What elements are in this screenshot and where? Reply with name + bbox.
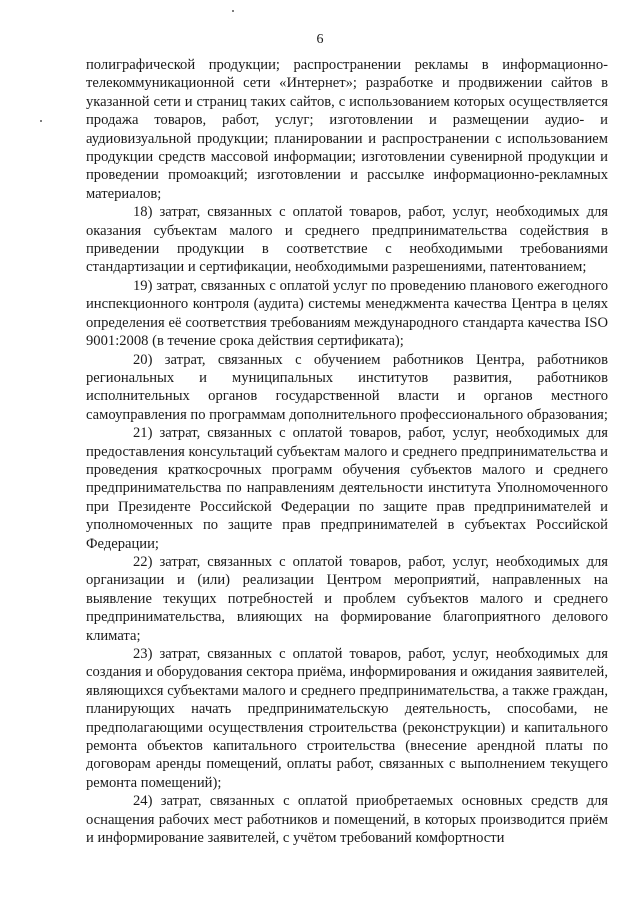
paragraph-18: 18) затрат, связанных с оплатой товаров, работ, услуг, необходимых для оказания субъектам малого и среднего предпринимательства содействия в приведении продукции в соответствие с необходимыми требованиями стандартизации и сертификации, необходимыми разрешениями, патентованием; <box>86 204 608 276</box>
paragraph-22: 22) затрат, связанных с оплатой товаров, работ, услуг, необходимых для организации и (или) реализации Центром мероприятий, направленных на выявление текущих потребностей и проблем субъектов малого и среднего предпринимательства, влияющих на формирование благоприятного делового климата; <box>86 553 608 644</box>
paragraph-21: 21) затрат, связанных с оплатой товаров, работ, услуг, необходимых для предоставления консультаций субъектам малого и среднего предпринимательства и проведения краткосрочных программ обучения субъектов малого и среднего предпринимательства по направлениям деятельности института Уполномоченного при Президенте Российской Федерации по защите прав предпринимателей и уполномоченных по защите прав предпринимателей в субъектах Российской Федерации; <box>86 425 608 552</box>
paragraph-23: 23) затрат, связанных с оплатой товаров, работ, услуг, необходимых для создания и оборудования сектора приёма, информирования и ожидания заявителей, являющихся субъектами малого и среднего предпринимательства, а также граждан, планирующих начать предпринимательскую деятельность, способами, не предполагающими осуществления строительства (реконструкции) и капитального ремонта объектов капитального строительства (внесение арендной платы по договорам аренды помещений, оплаты работ, связанных с выполнением текущего ремонта помещений); <box>86 646 608 791</box>
paragraph-17-continuation: полиграфической продукции; распространении рекламы в информационно-телекоммуникационной сети «Интернет»; разработке и продвижении сайтов в указанной сети и страниц таких сайтов, с использованием которых осуществляется продажа товаров, работ, услуг; изготовлении и размещении аудио- и аудиовизуальной продукции; планировании и распространении с использованием продукции средств массовой информации; изготовлении сувенирной продукции и проведении промоакций; изготовлении и рассылке информационно-рекламных материалов; <box>86 57 608 202</box>
paragraph-19: 19) затрат, связанных с оплатой услуг по проведению планового ежегодного инспекционного контроля (аудита) системы менеджмента качества Центра в целях определения её соответствия требованиям международного стандарта качества ISO 9001:2008 (в течение срока действия сертификата); <box>86 277 608 350</box>
paragraph-20: 20) затрат, связанных с обучением работников Центра, работников региональных и муниципальных институтов развития, работников исполнительных органов государственной власти и органов местного самоуправления по программам дополнительного профессионального образования; <box>86 351 608 423</box>
document-body <box>86 56 608 847</box>
page-number: 6 <box>316 32 324 47</box>
scan-speck <box>232 10 234 12</box>
paragraph-24: 24) затрат, связанных с оплатой приобретаемых основных средств для оснащения рабочих мест работников и помещений, в которых производится приём и информирование заявителей, с учётом требований комфортности <box>86 793 608 847</box>
scan-speck <box>40 120 42 122</box>
